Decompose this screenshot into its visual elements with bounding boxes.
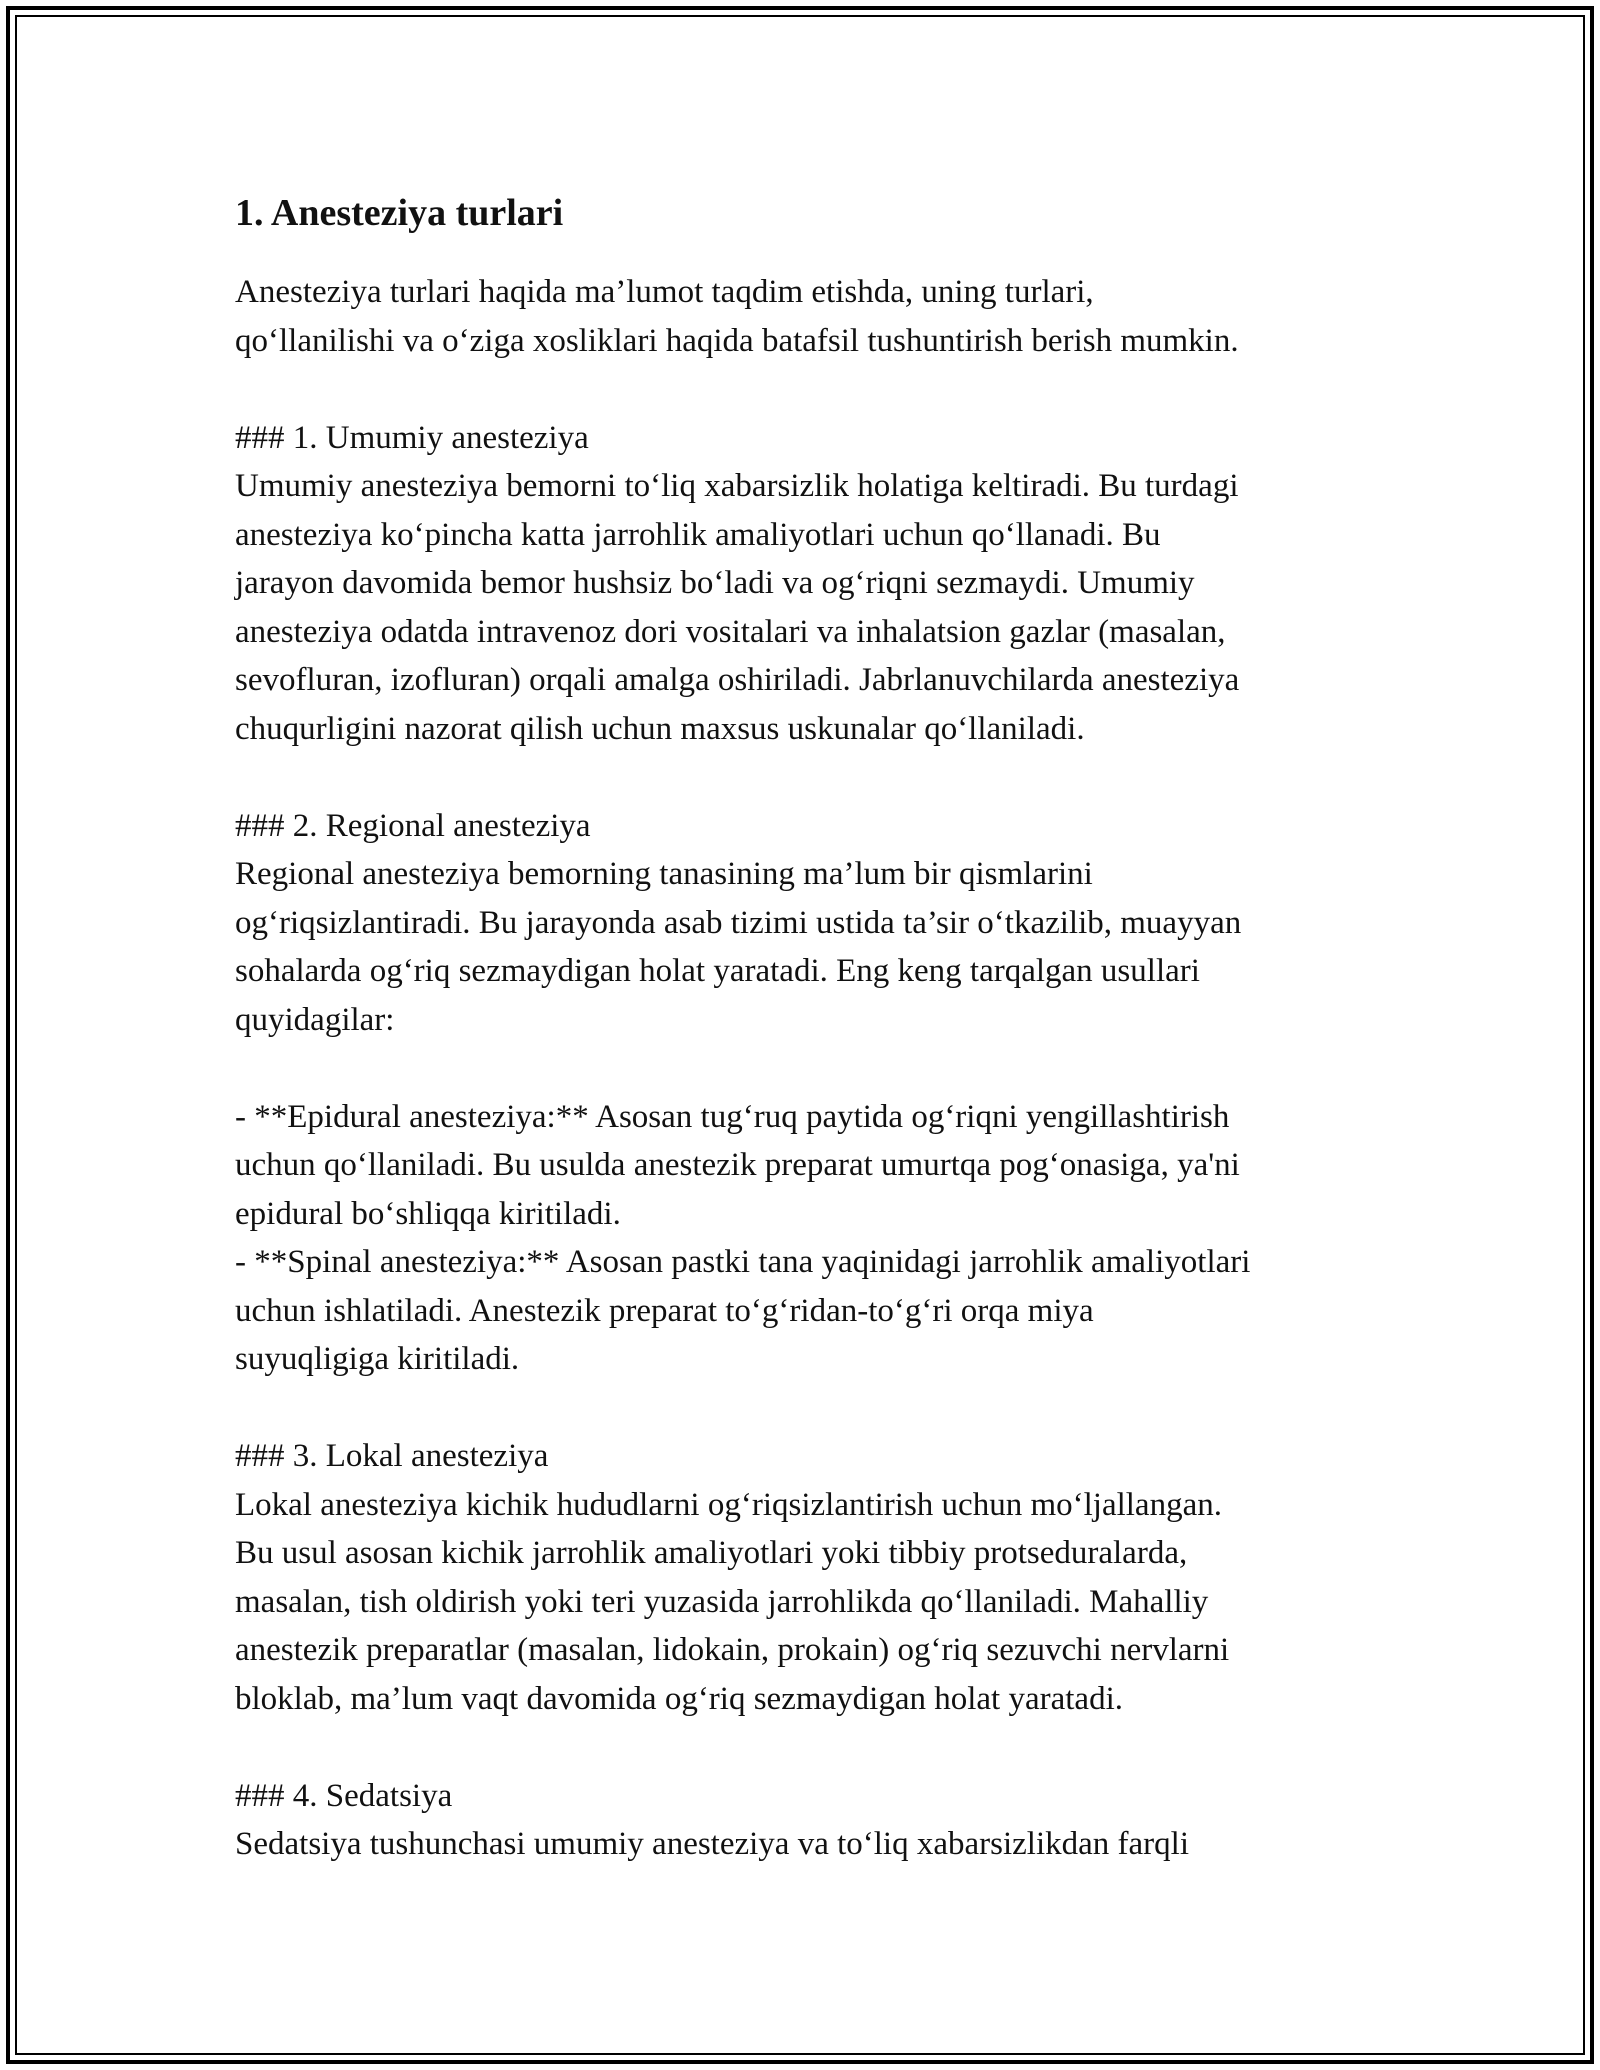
section-heading: ### 2. Regional anesteziya — [235, 807, 591, 844]
paragraph-line: Umumiy anesteziya bemorni to‘liq xabarsizlik holatiga keltiradi. Bu turdagi — [235, 468, 1239, 504]
document-title: 1. Anesteziya turlari — [235, 192, 564, 234]
paragraph-line: sevofluran, izofluran) orqali amalga oshiriladi. Jabrlanuvchilarda anesteziya — [235, 662, 1240, 698]
paragraph-line: quyidagilar: — [235, 1001, 395, 1038]
paragraph-gap — [235, 1044, 1375, 1093]
paragraph-line: Lokal anesteziya kichik hududlarni og‘riqsizlantirish uchun mo‘ljallangan. — [235, 1486, 1222, 1523]
list-item-line: epidural bo‘shliqqa kiritiladi. — [235, 1195, 621, 1232]
paragraph-line: anesteziya ko‘pincha katta jarrohlik amaliyotlari uchun qo‘llanadi. Bu — [235, 516, 1161, 553]
paragraph-line: Anesteziya turlari haqida ma’lumot taqdim etishda, uning turlari, — [235, 274, 1094, 310]
paragraph-line: anesteziya odatda intravenoz dori vositalari va inhalatsion gazlar (masalan, — [235, 613, 1226, 650]
list-item-epidural — [235, 1093, 1375, 1239]
paragraph-gap — [235, 1723, 1375, 1772]
document-body — [235, 188, 1375, 1869]
paragraph-line: chuqurligini nazorat qilish uchun maxsus uskunalar qo‘llaniladi. — [235, 710, 1085, 747]
list-item-line: suyuqligiga kiritiladi. — [235, 1341, 520, 1377]
section-heading: ### 4. Sedatsiya — [235, 1777, 453, 1814]
section-sedation — [235, 1772, 1375, 1869]
list-item-line: uchun qo‘llaniladi. Bu usulda anestezik preparat umurtqa pog‘onasiga, ya'ni — [235, 1147, 1240, 1183]
paragraph-line: bloklab, ma’lum vaqt davomida og‘riq sezmaydigan holat yaratadi. — [235, 1680, 1123, 1717]
paragraph-line: qo‘llanilishi va o‘ziga xosliklari haqida batafsil tushuntirish berish mumkin. — [235, 322, 1239, 359]
section-heading: ### 3. Lokal anesteziya — [235, 1438, 549, 1474]
paragraph-gap — [235, 365, 1375, 414]
section-heading: ### 1. Umumiy anesteziya — [235, 419, 589, 456]
paragraph-line: Sedatsiya tushunchasi umumiy anesteziya va to‘liq xabarsizlikdan farqli — [235, 1826, 1189, 1862]
list-item-line: - **Epidural anesteziya:** Asosan tug‘ruq paytida og‘riqni yengillashtirish — [235, 1098, 1230, 1135]
paragraph-line: anestezik preparatlar (masalan, lidokain, prokain) og‘riq sezuvchi nervlarni — [235, 1632, 1230, 1668]
list-item-line: uchun ishlatiladi. Anestezik preparat to‘g‘ridan-to‘g‘ri orqa miya — [235, 1292, 1094, 1329]
paragraph-gap — [235, 1384, 1375, 1433]
section-local-anesthesia — [235, 1432, 1375, 1723]
paragraph-gap — [235, 753, 1375, 802]
section-general-anesthesia — [235, 414, 1375, 754]
paragraph-line: sohalarda og‘riq sezmaydigan holat yaratadi. Eng keng tarqalgan usullari — [235, 953, 1200, 989]
paragraph-line: masalan, tish oldirish yoki teri yuzasida jarrohlikda qo‘llaniladi. Mahalliy — [235, 1583, 1209, 1620]
paragraph-line: Bu usul asosan kichik jarrohlik amaliyotlari yoki tibbiy protseduralarda, — [235, 1535, 1188, 1571]
paragraph-line: Regional anesteziya bemorning tanasining ma’lum bir qismlarini — [235, 856, 1093, 892]
intro-paragraph — [235, 268, 1375, 365]
list-item-line: - **Spinal anesteziya:** Asosan pastki tana yaqinidagi jarrohlik amaliyotlari — [235, 1244, 1251, 1280]
section-regional-anesthesia — [235, 802, 1375, 1384]
list-item-spinal — [235, 1238, 1375, 1384]
paragraph-line: og‘riqsizlantiradi. Bu jarayonda asab tizimi ustida ta’sir o‘tkazilib, muayyan — [235, 904, 1242, 941]
paragraph-line: jarayon davomida bemor hushsiz bo‘ladi va og‘riqni sezmaydi. Umumiy — [235, 565, 1195, 601]
